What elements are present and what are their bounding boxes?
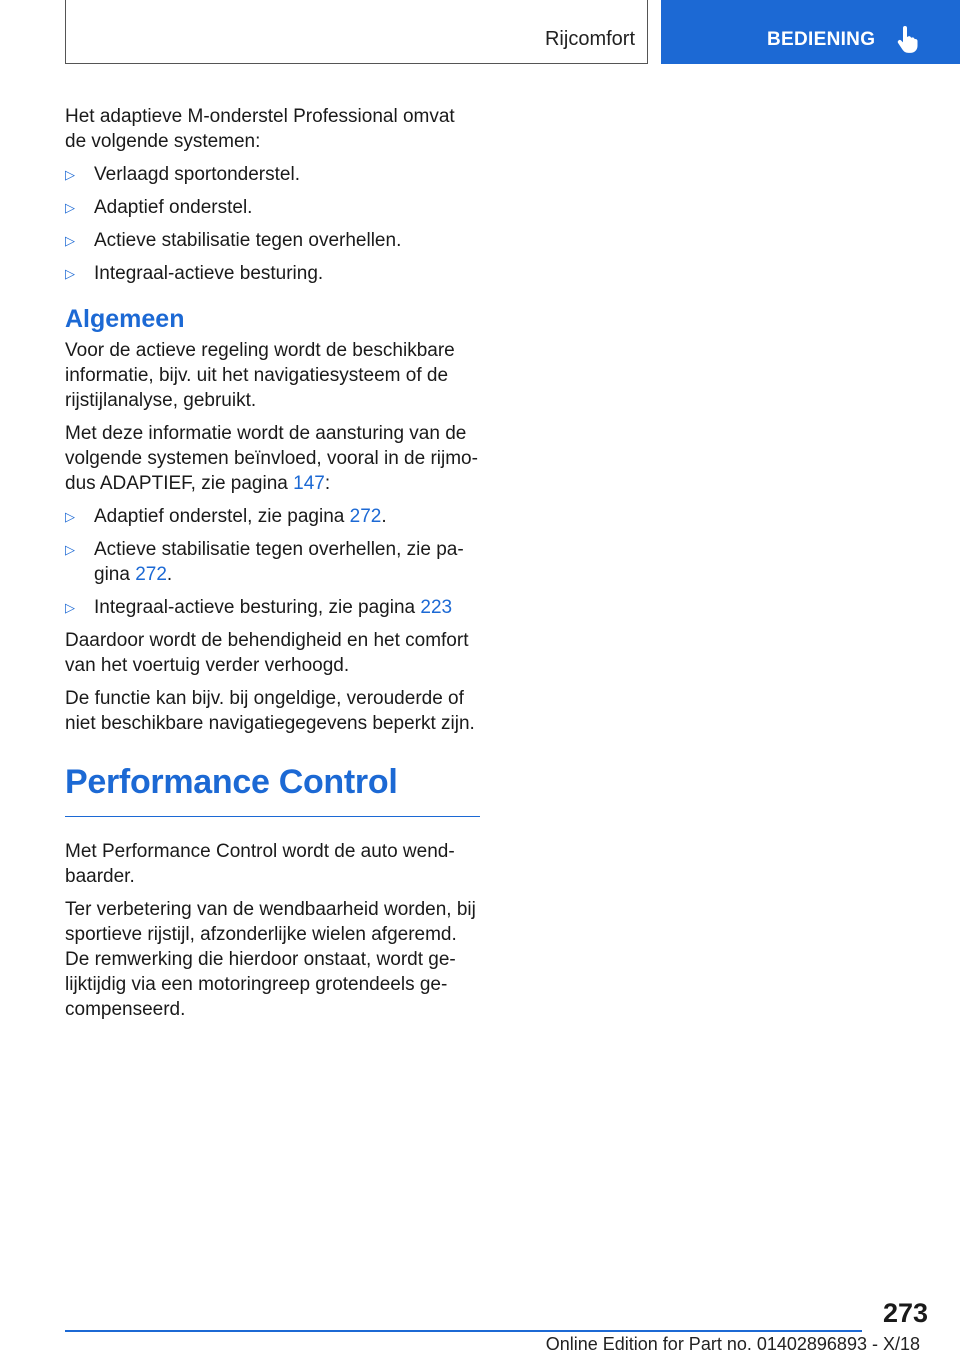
footer-edition: Online Edition for Part no. 01402896893 - X/18: [545, 1334, 920, 1354]
footer-divider: [65, 1330, 862, 1332]
triangle-bullet-icon: ▷: [65, 509, 75, 524]
intro-list: [65, 162, 480, 286]
list-item: ▷ Adaptief onderstel, zie pagina 272.: [65, 506, 387, 527]
page-link[interactable]: 272: [135, 564, 167, 585]
intro-paragraph: Het adaptieve M-onderstel Professional omvat de volgende systemen:: [65, 106, 455, 152]
algemeen-list: [65, 504, 480, 620]
section-title: Rijcomfort: [544, 28, 635, 50]
list-item: ▷ Actieve stabilisatie tegen overhellen.: [65, 230, 402, 251]
triangle-bullet-icon: ▷: [65, 233, 75, 248]
list-item: ▷ Verlaagd sportonderstel.: [65, 164, 300, 185]
page-link[interactable]: 223: [420, 597, 453, 618]
performance-paragraph-2: Ter verbetering van de wendbaarheid worden, bij sportieve rijstijl, afzonderlijke wielen afgeremd. De remwerking die hierdoor onstaat, wordt gelijktijdig via een motoringreep grotendeels gecompenseerd.: [65, 899, 476, 1020]
page-number: 273: [882, 1298, 928, 1328]
list-item: ▷ Adaptief onderstel.: [65, 197, 253, 218]
triangle-bullet-icon: ▷: [65, 266, 75, 281]
list-item: ▷ Integraal-actieve besturing, zie pagina 223: [65, 597, 453, 618]
page-link[interactable]: 147: [293, 473, 325, 494]
algemeen-heading: Algemeen: [65, 305, 185, 333]
chapter-tab[interactable]: [661, 0, 960, 64]
triangle-bullet-icon: ▷: [65, 167, 75, 182]
page-link[interactable]: 272: [349, 506, 382, 527]
chapter-tab-label: BEDIENING: [767, 29, 876, 50]
algemeen-paragraph-3: Daardoor wordt de behendigheid en het comfort van het voertuig verder verhoogd.: [65, 630, 469, 676]
list-item: ▷ Integraal-actieve besturing.: [65, 263, 324, 284]
algemeen-paragraph-1: Voor de actieve regeling wordt de beschikbare informatie, bijv. uit het navigatiesysteem of de rijstijlanalyse, gebruikt.: [65, 340, 455, 411]
pointing-hand-icon: [895, 26, 919, 54]
algemeen-paragraph-2: Met deze informatie wordt de aansturing van de volgende systemen beïnvloed, vooral in de rijmodus ADAPTIEF, zie pagina 147:: [65, 423, 478, 494]
performance-paragraph-1: Met Performance Control wordt de auto wendbaarder.: [65, 841, 455, 887]
algemeen-paragraph-4: De functie kan bijv. bij ongeldige, verouderde of niet beschikbare navigatiegegevens beperkt zijn.: [65, 688, 475, 734]
performance-heading: Performance Control: [65, 760, 480, 817]
triangle-bullet-icon: ▷: [65, 200, 75, 215]
triangle-bullet-icon: ▷: [65, 600, 75, 615]
main-column: [65, 104, 480, 1030]
triangle-bullet-icon: ▷: [65, 542, 75, 557]
list-item: ▷ Actieve stabilisatie tegen overhellen, zie pagina 272.: [65, 539, 464, 585]
header-frame: [65, 0, 648, 64]
